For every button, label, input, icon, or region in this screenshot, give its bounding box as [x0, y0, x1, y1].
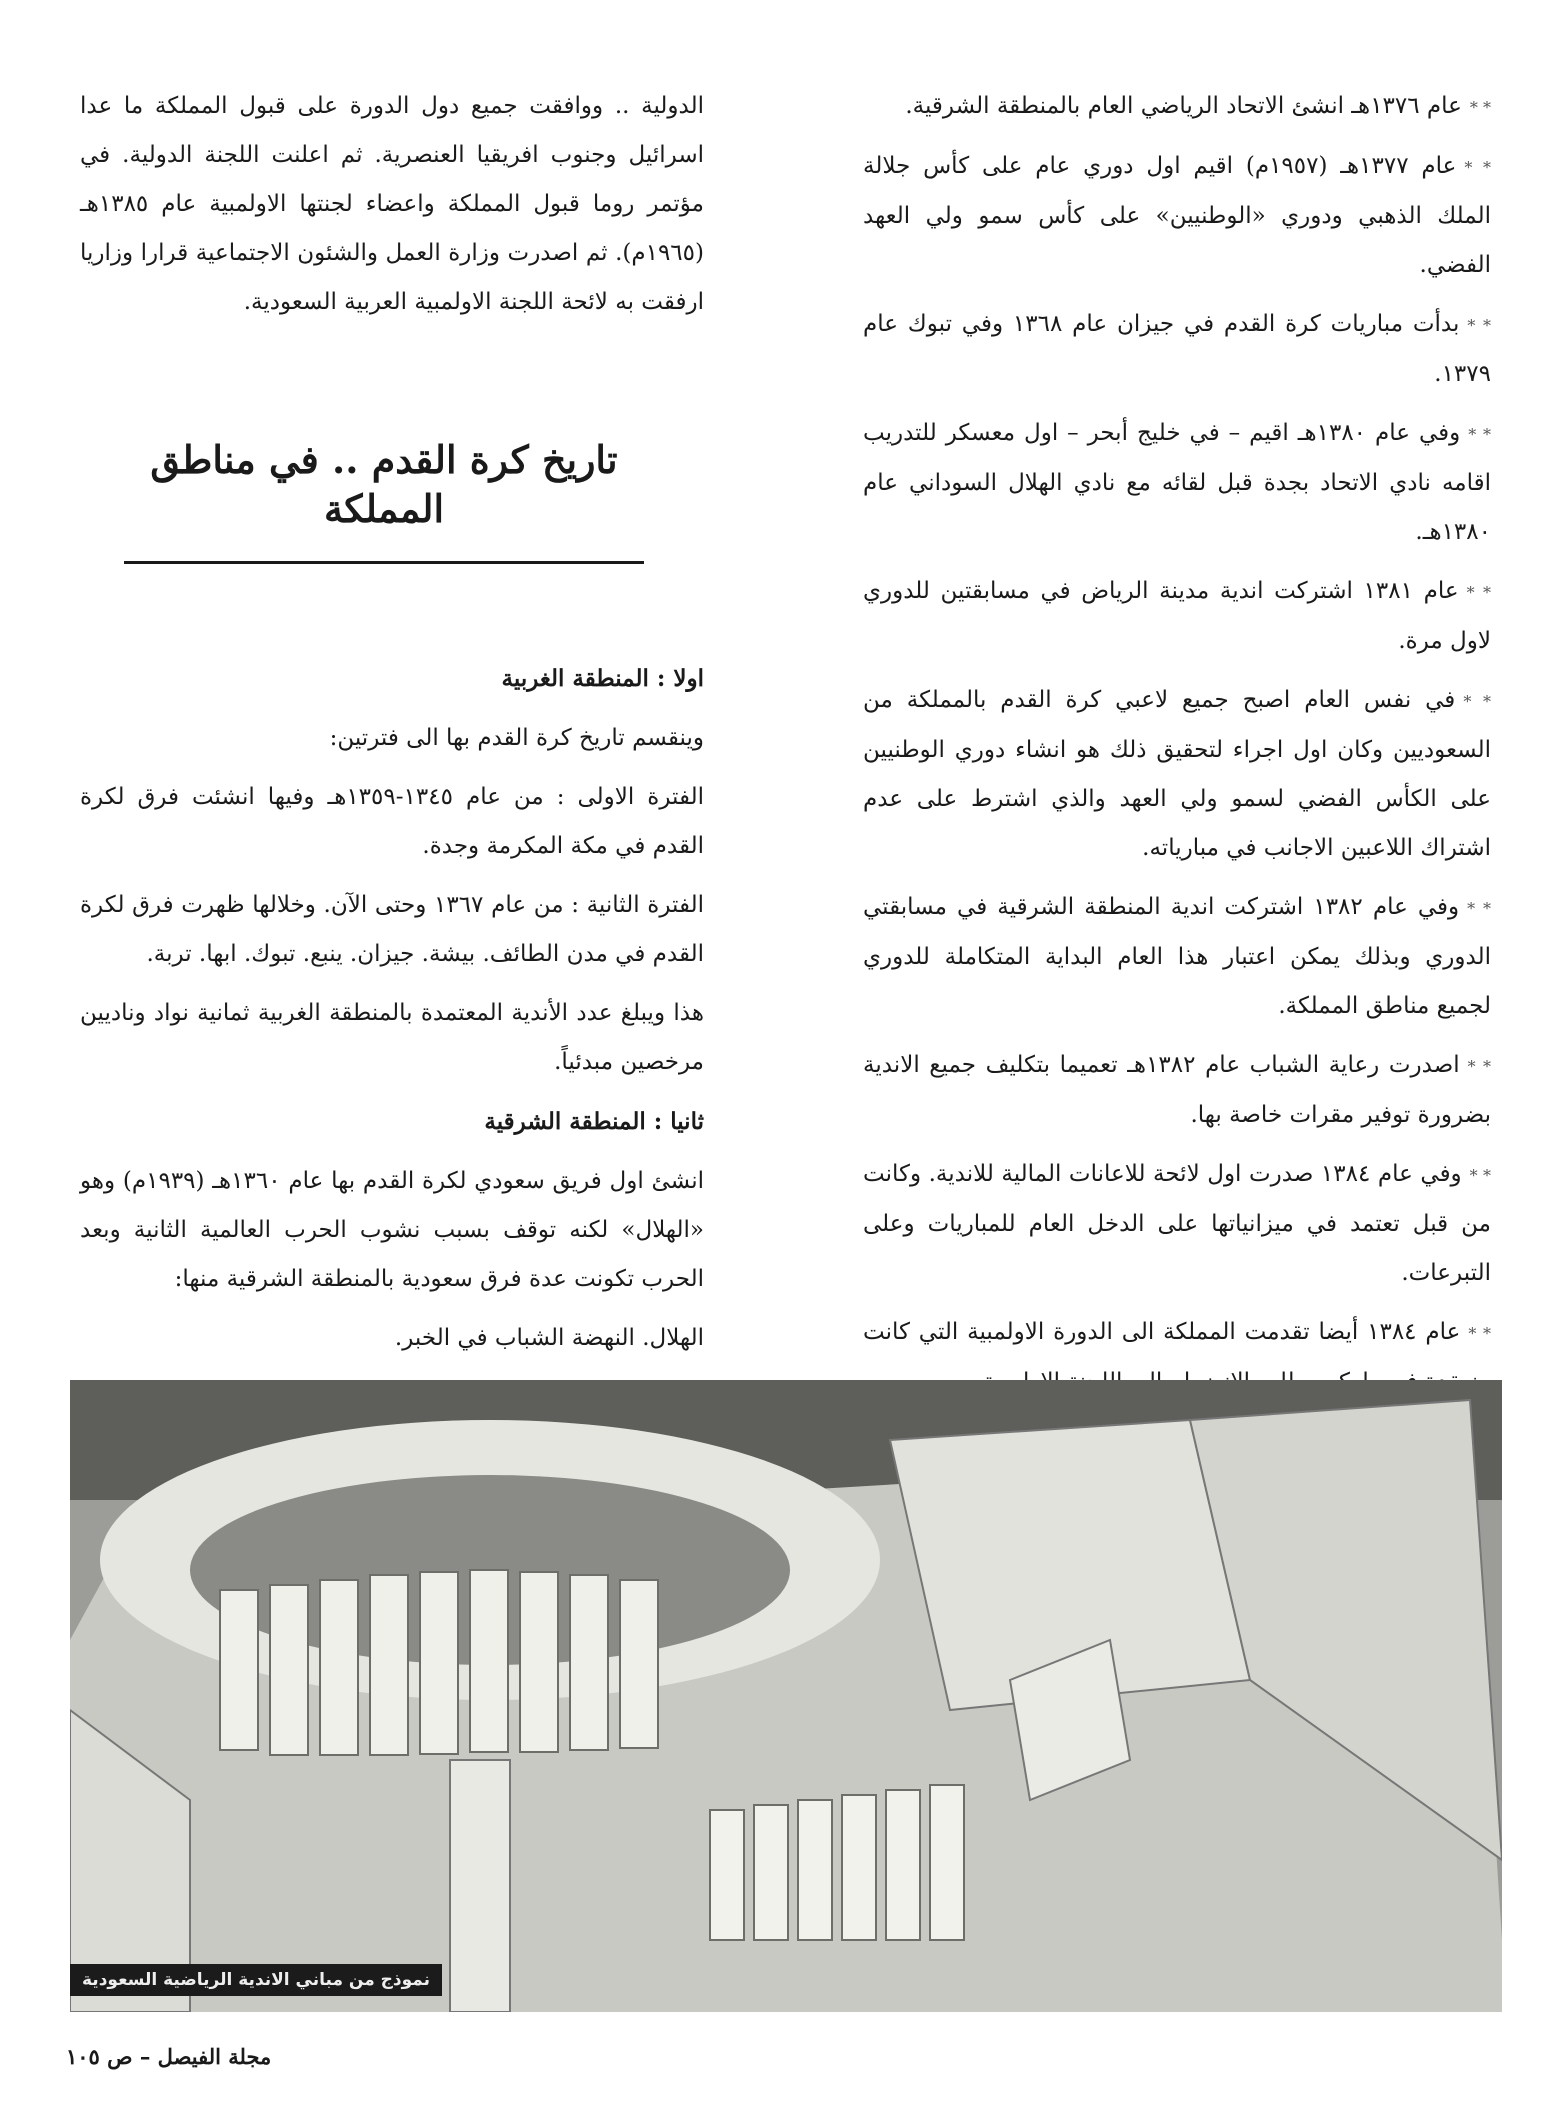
- paragraph: * *وفي عام ١٣٨٤ صدرت اول لائحة للاعانات المالية للاندية. وكانت من قبل تعتمد في ميزانياتها على الدخل العام للمباريات وعلى التبرعات.: [863, 1161, 1491, 1286]
- page-footer: مجلة الفيصل – ص ١٠٥: [66, 2044, 272, 2069]
- right-column: [863, 82, 1491, 1417]
- paragraph: * *عام ١٣٧٦هـ انشئ الاتحاد الرياضي العام بالمنطقة الشرقية.: [905, 93, 1491, 119]
- stadium-model-photo: [70, 1380, 1502, 2012]
- asterisk-icon: * *: [1468, 1324, 1491, 1343]
- paragraph: * *بدأت مباريات كرة القدم في جيزان عام ١٣٦٨ وفي تبوك عام ١٣٧٩.: [863, 311, 1492, 387]
- asterisk-icon: * *: [1468, 425, 1491, 444]
- asterisk-icon: * *: [1469, 98, 1491, 117]
- paragraph: وينقسم تاريخ كرة القدم بها الى فترتين:: [329, 725, 704, 751]
- asterisk-icon: * *: [1469, 1166, 1491, 1185]
- stadium-model-illustration: [70, 1380, 1502, 2012]
- paragraph: * *اصدرت رعاية الشباب عام ١٣٨٢هـ تعميما بتكليف جميع الاندية بضرورة توفير مقرات خاصة بها.: [863, 1052, 1491, 1128]
- asterisk-icon: * *: [1467, 899, 1491, 918]
- paragraph: انشئ اول فريق سعودي لكرة القدم بها عام ١٣٦٠هـ (١٩٣٩م) وهو «الهلال» لكنه توقف بسبب نشوب الحرب العالمية الثانية وبعد الحرب تكونت عدة فرق سعودية بالمنطقة الشرقية منها:: [80, 1168, 704, 1292]
- section-title: تاريخ كرة القدم .. في مناطق المملكة: [124, 435, 644, 564]
- asterisk-icon: * *: [1467, 316, 1492, 335]
- paragraph: * *وفي عام ١٣٨٠هـ اقيم – في خليج أبحر – اول معسكر للتدريب اقامه نادي الاتحاد بجدة قبل لقائه مع نادي الهلال السوداني عام ١٣٨٠هـ.: [863, 420, 1491, 545]
- paragraph: الهلال. النهضة الشباب في الخبر.: [394, 1325, 704, 1351]
- asterisk-icon: * *: [1466, 583, 1491, 602]
- paragraph: * *عام ١٣٨١ اشتركت اندية مدينة الرياض في مسابقتين للدوري لاول مرة.: [863, 578, 1491, 654]
- subheading-west: اولا : المنطقة الغربية: [501, 665, 704, 692]
- paragraph: الفترة الثانية : من عام ١٣٦٧ وحتى الآن. وخلالها ظهرت فرق لكرة القدم في مدن الطائف. بيشة. جيزان. ينبع. تبوك. ابها. تربة.: [80, 892, 704, 967]
- paragraph: * *عام ١٣٧٧هـ (١٩٥٧م) اقيم اول دوري عام على كأس جلالة الملك الذهبي ودوري «الوطنيين» على كأس سمو ولي العهد الفضي.: [863, 153, 1491, 278]
- paragraph: * *وفي عام ١٣٨٢ اشتركت اندية المنطقة الشرقية في مسابقتي الدوري وبذلك يمكن اعتبار هذا العام البداية المتكاملة للدوري لجميع مناطق المملكة.: [863, 894, 1491, 1019]
- paragraph: هذا ويبلغ عدد الأندية المعتمدة بالمنطقة الغربية ثمانية نواد وناديين مرخصين مبدئياً.: [80, 1000, 704, 1075]
- paragraph: الفترة الاولى : من عام ١٣٤٥-١٣٥٩هـ وفيها انشئت فرق لكرة القدم في مكة المكرمة وجدة.: [80, 784, 704, 859]
- asterisk-icon: * *: [1463, 692, 1491, 711]
- paragraph: * *عام ١٣٨٤ أيضا تقدمت المملكة الى الدورة الاولمبية التي كانت: [863, 1319, 1491, 1345]
- asterisk-icon: * *: [1464, 158, 1491, 177]
- left-column: [80, 82, 704, 1373]
- asterisk-icon: * *: [1467, 1057, 1491, 1076]
- paragraph: * *في نفس العام اصبح جميع لاعبي كرة القدم بالمملكة من السعوديين وكان اول اجراء لتحقيق ذلك هو انشاء دوري الوطنيين على الكأس الفضي لسمو ولي العهد والذي اشترط على عدم اشتراك اللاعبين الاجانب في مبارياته.: [863, 687, 1491, 861]
- photo-caption: نموذج من مباني الاندية الرياضية السعودية: [70, 1964, 442, 1996]
- paragraph: الدولية .. ووافقت جميع دول الدورة على قبول المملكة ما عدا اسرائيل وجنوب افريقيا العنصرية. ثم اعلنت اللجنة الدولية. في مؤتمر روما قبول المملكة واعضاء لجنتها الاولمبية عام ١٣٨٥هـ (١٩٦٥م). ثم اصدرت وزارة العمل والشئون الاجتماعية قرارا وزاريا ارفقت به لائحة اللجنة الاولمبية العربية السعودية.: [80, 93, 704, 315]
- subheading-east: ثانيا : المنطقة الشرقية: [484, 1108, 704, 1135]
